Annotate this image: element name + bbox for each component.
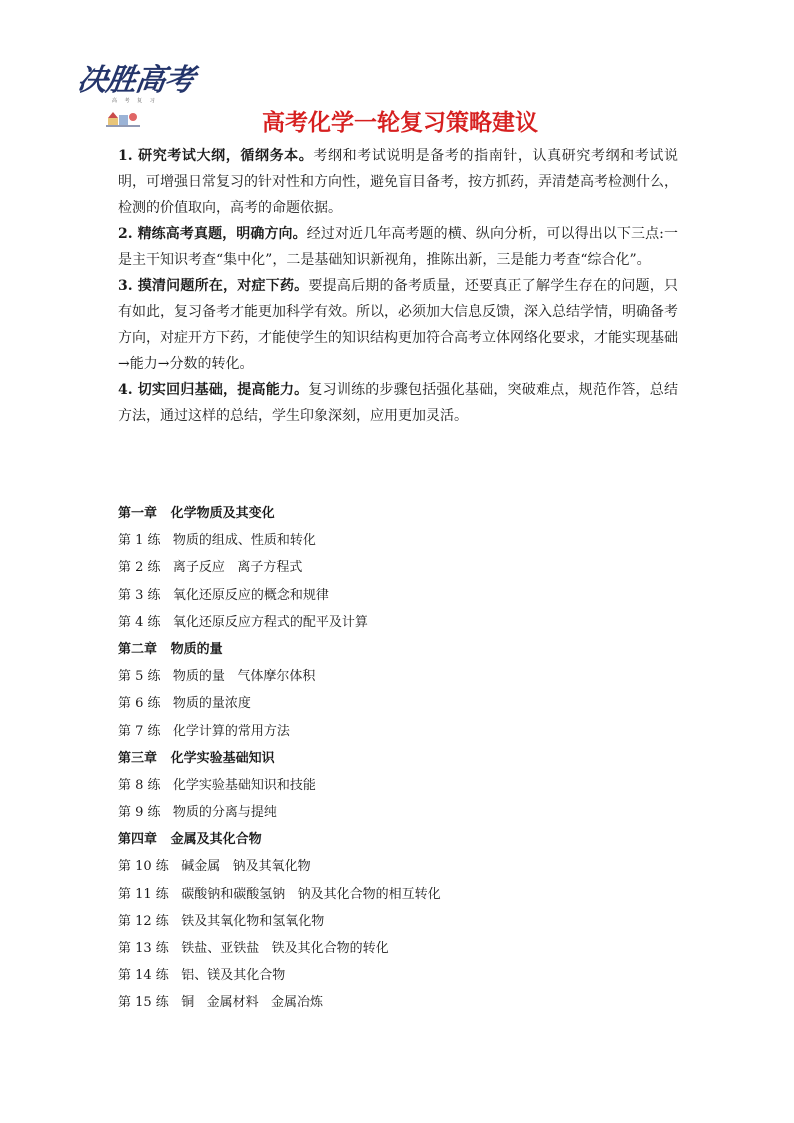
toc-lesson: 第 15 练 铜 金属材料 金属冶炼: [118, 995, 323, 1011]
toc-lesson: 第 11 练 碳酸钠和碳酸氢钠 钠及其化合物的相互转化: [118, 886, 441, 902]
strategy-item: [118, 221, 678, 273]
toc-chapter: 第四章 金属及其化合物: [118, 832, 262, 848]
toc-chapter: 第二章 物质的量: [118, 641, 223, 657]
page-title: 高考化学一轮复习策略建议: [262, 110, 538, 136]
toc-lesson: 第 8 练 化学实验基础知识和技能: [118, 777, 316, 793]
toc-lesson: 第 6 练 物质的量浓度: [118, 696, 251, 712]
toc-lesson: 第 1 练 物质的组成、性质和转化: [118, 533, 316, 549]
strategy-body: 要提高后期的备考质量，还要真正了解学生存在的问题，只有如此，复习备考才能更加科学有效。所以，必须加大信息反馈，深入总结学情，明确备考方向，对症开方下药，才能使学生的知识结构更加符合高考立体网络化要求，才能实现基础→能力→分数的转化。: [118, 278, 678, 372]
toc-lesson: 第 14 练 铝、镁及其化合物: [118, 968, 286, 984]
strategy-body: 考纲和考试说明是备考的指南针，认真研究考纲和考试说明，可增强日常复习的针对性和方向性，避免盲目备考，按方抓药，弄清楚高考检测什么，检测的价值取向，高考的命题依据。: [118, 148, 678, 216]
strategy-heading: 1. 研究考试大纲，循纲务本。: [118, 148, 314, 164]
toc-lesson: 第 4 练 氧化还原反应方程式的配平及计算: [118, 614, 368, 630]
toc-lesson: 第 9 练 物质的分离与提纯: [118, 805, 277, 821]
logo-text: 决胜高考: [75, 63, 196, 98]
toc-lesson: 第 3 练 氧化还原反应的概念和规律: [118, 587, 329, 603]
toc-lesson: 第 2 练 离子反应 离子方程式: [118, 560, 303, 576]
logo-subtitle: 高 考 复 习: [112, 98, 158, 104]
strategy-heading: 4. 切实回归基础，提高能力。: [118, 382, 309, 398]
strategy-item: [118, 377, 678, 429]
strategy-item: [118, 143, 678, 221]
strategy-body: 经过对近几年高考题的横、纵向分析，可以得出以下三点:一是主干知识考查“集中化”，二是基础知识新视角，推陈出新，三是能力考查“综合化”。: [118, 226, 678, 268]
toc-chapter: 第三章 化学实验基础知识: [118, 750, 275, 766]
toc-lesson: 第 12 练 铁及其氧化物和氢氧化物: [118, 913, 325, 929]
table-of-contents: [118, 500, 678, 1017]
strategy-body: 复习训练的步骤包括强化基础，突破难点，规范作答，总结方法，通过这样的总结，学生印象深刻，应用更加灵活。: [118, 382, 678, 424]
strategy-heading: 2. 精练高考真题，明确方向。: [118, 226, 307, 242]
toc-lesson: 第 10 练 碱金属 钠及其氧化物: [118, 859, 311, 875]
toc-chapter: 第一章 化学物质及其变化: [118, 506, 275, 521]
strategy-section: [118, 143, 678, 429]
strategy-heading: 3. 摸清问题所在，对症下药。: [118, 278, 309, 294]
toc-lesson: 第 7 练 化学计算的常用方法: [118, 723, 290, 739]
toc-lesson: 第 5 练 物质的量 气体摩尔体积: [118, 669, 316, 685]
toc-lesson: 第 13 练 铁盐、亚铁盐 铁及其化合物的转化: [118, 941, 389, 956]
strategy-item: [118, 273, 678, 377]
